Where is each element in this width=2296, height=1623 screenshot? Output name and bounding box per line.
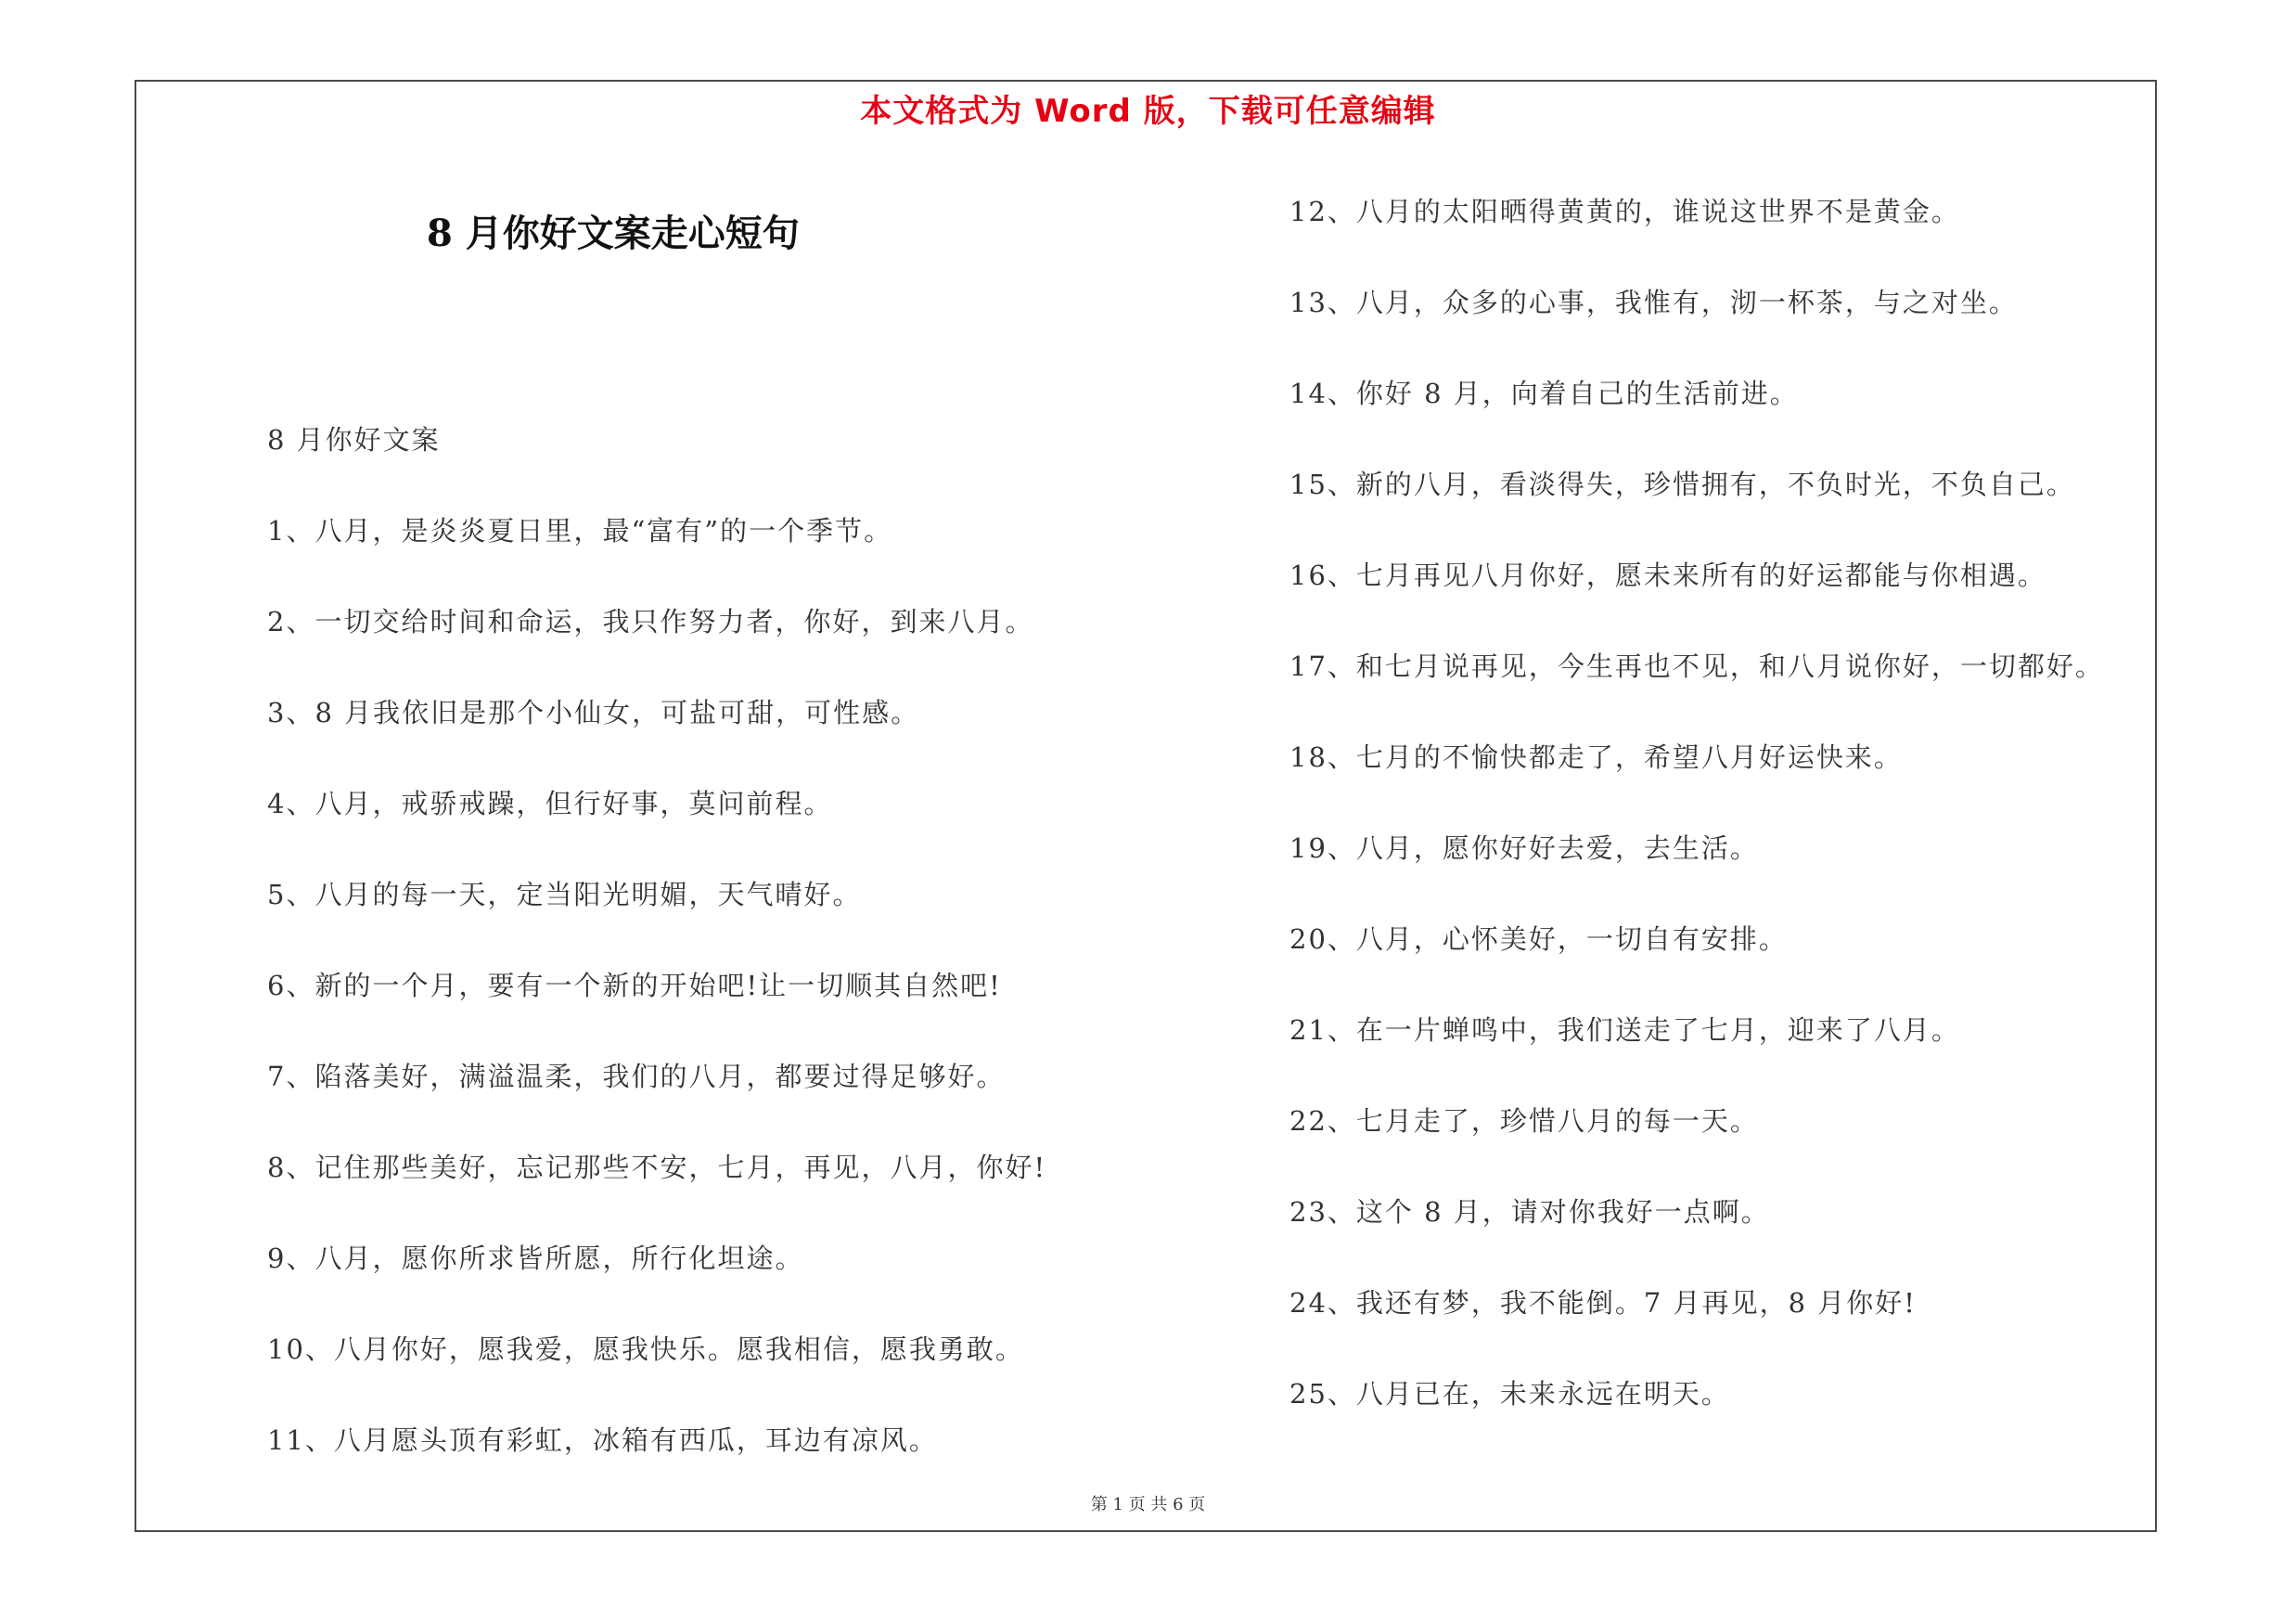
quote-item: 23、这个 8 月，请对你我好一点啊。 bbox=[1289, 1196, 1770, 1228]
quote-item: 25、八月已在，未来永远在明天。 bbox=[1289, 1378, 1730, 1410]
quote-item: 18、七月的不愉快都走了，希望八月好运快来。 bbox=[1289, 741, 1903, 773]
document-title: 8 月你好文案走心短句 bbox=[427, 212, 800, 255]
quote-item: 17、和七月说再见，今生再也不见，和八月说你好，一切都好。 bbox=[1289, 650, 2104, 682]
section-heading: 8 月你好文案 bbox=[267, 424, 441, 456]
quote-item: 11、八月愿头顶有彩虹，冰箱有西瓜，耳边有凉风。 bbox=[267, 1424, 938, 1456]
quote-item: 15、新的八月，看淡得失，珍惜拥有，不负时光，不负自己。 bbox=[1289, 469, 2075, 500]
quote-item: 19、八月，愿你好好去爱，去生活。 bbox=[1289, 832, 1759, 864]
quote-item: 8、记住那些美好，忘记那些不安，七月，再见，八月，你好! bbox=[267, 1152, 1047, 1183]
quote-list-right bbox=[1289, 193, 2104, 1466]
quote-item: 20、八月，心怀美好，一切自有安排。 bbox=[1289, 923, 1788, 955]
quote-item: 9、八月，愿你所求皆所愿，所行化坦途。 bbox=[267, 1243, 804, 1274]
quote-item: 24、我还有梦，我不能倒。7 月再见，8 月你好! bbox=[1289, 1287, 1917, 1319]
watermark-banner: 本文格式为 Word 版，下载可任意编辑 bbox=[860, 93, 1436, 130]
quote-item: 2、一切交给时间和命运，我只作努力者，你好，到来八月。 bbox=[267, 606, 1034, 638]
quote-item: 16、七月再见八月你好，愿未来所有的好运都能与你相遇。 bbox=[1289, 560, 2046, 591]
quote-list-left bbox=[267, 512, 1046, 1513]
quote-item: 3、8 月我依旧是那个小仙女，可盐可甜，可性感。 bbox=[267, 697, 920, 728]
quote-item: 12、八月的太阳晒得黄黄的，谁说这世界不是黄金。 bbox=[1289, 196, 1960, 227]
quote-item: 6、新的一个月，要有一个新的开始吧!让一切顺其自然吧! bbox=[267, 970, 1002, 1001]
quote-item: 14、你好 8 月，向着自己的生活前进。 bbox=[1289, 378, 1799, 409]
quote-item: 10、八月你好，愿我爱，愿我快乐。愿我相信，愿我勇敢。 bbox=[267, 1333, 1024, 1365]
quote-item: 5、八月的每一天，定当阳光明媚，天气晴好。 bbox=[267, 879, 862, 910]
quote-item: 22、七月走了，珍惜八月的每一天。 bbox=[1289, 1105, 1759, 1137]
page-number: 第 1 页 共 6 页 bbox=[1090, 1495, 1206, 1514]
quote-item: 7、陷落美好，满溢温柔，我们的八月，都要过得足够好。 bbox=[267, 1061, 1006, 1092]
quote-item: 1、八月，是炎炎夏日里，最“富有”的一个季节。 bbox=[267, 515, 893, 547]
quote-item: 4、八月，戒骄戒躁，但行好事，莫问前程。 bbox=[267, 788, 833, 819]
quote-item: 21、在一片蝉鸣中，我们送走了七月，迎来了八月。 bbox=[1289, 1014, 1960, 1046]
quote-item: 13、八月，众多的心事，我惟有，沏一杯茶，与之对坐。 bbox=[1289, 287, 2018, 318]
